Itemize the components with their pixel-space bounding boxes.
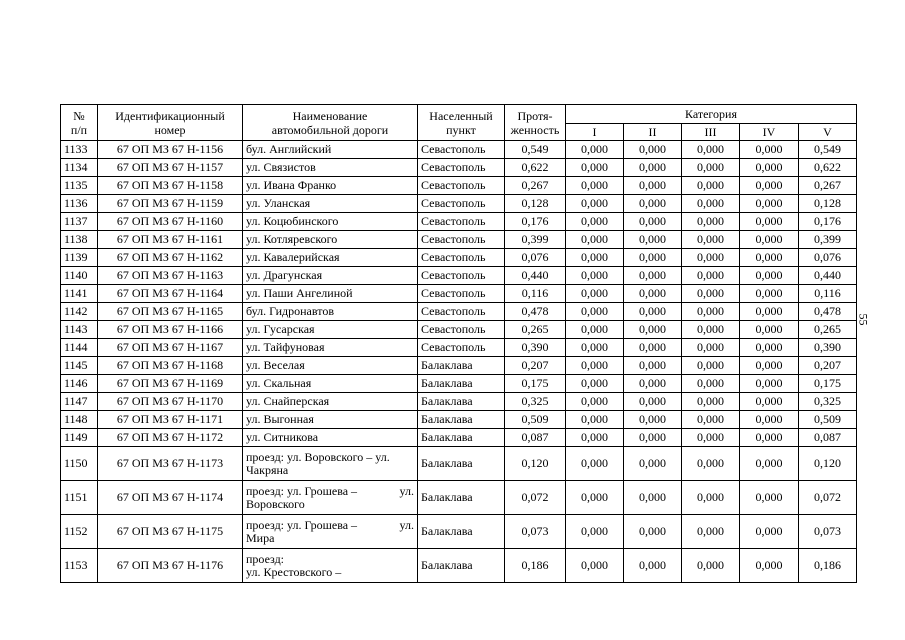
identification-number-cell: 67 ОП МЗ 67 Н-1158 bbox=[98, 177, 243, 195]
length-cell: 0,175 bbox=[505, 375, 566, 393]
row-number-cell: 1146 bbox=[61, 375, 98, 393]
category-3-cell: 0,000 bbox=[682, 231, 740, 249]
category-1-cell: 0,000 bbox=[566, 429, 624, 447]
road-name-line: ул. Ситникова bbox=[246, 430, 319, 444]
settlement-cell: Севастополь bbox=[418, 231, 505, 249]
category-3-cell: 0,000 bbox=[682, 141, 740, 159]
table-row bbox=[61, 285, 857, 303]
settlement-cell: Севастополь bbox=[418, 159, 505, 177]
road-name-line: бул. Гидронавтов bbox=[246, 304, 334, 318]
category-2-cell: 0,000 bbox=[624, 249, 682, 267]
table-row bbox=[61, 447, 857, 481]
category-1-cell: 0,000 bbox=[566, 267, 624, 285]
header-num: № п/п bbox=[61, 105, 98, 141]
category-3-cell: 0,000 bbox=[682, 285, 740, 303]
row-number-cell: 1143 bbox=[61, 321, 98, 339]
road-name-line: бул. Английский bbox=[246, 142, 332, 156]
row-number-cell: 1133 bbox=[61, 141, 98, 159]
category-1-cell: 0,000 bbox=[566, 515, 624, 549]
category-5-cell: 0,128 bbox=[799, 195, 857, 213]
header-length: Протя- женность bbox=[505, 105, 566, 141]
category-2-cell: 0,000 bbox=[624, 303, 682, 321]
category-1-cell: 0,000 bbox=[566, 249, 624, 267]
table-row bbox=[61, 339, 857, 357]
category-1-cell: 0,000 bbox=[566, 339, 624, 357]
category-5-cell: 0,440 bbox=[799, 267, 857, 285]
category-3-cell: 0,000 bbox=[682, 213, 740, 231]
table-row bbox=[61, 177, 857, 195]
table-row bbox=[61, 303, 857, 321]
identification-number-cell: 67 ОП МЗ 67 Н-1163 bbox=[98, 267, 243, 285]
row-number-cell: 1140 bbox=[61, 267, 98, 285]
category-1-cell: 0,000 bbox=[566, 393, 624, 411]
category-5-cell: 0,549 bbox=[799, 141, 857, 159]
road-name-cell bbox=[243, 429, 418, 447]
identification-number-cell: 67 ОП МЗ 67 Н-1164 bbox=[98, 285, 243, 303]
category-1-cell: 0,000 bbox=[566, 447, 624, 481]
row-number-cell: 1144 bbox=[61, 339, 98, 357]
identification-number-cell: 67 ОП МЗ 67 Н-1175 bbox=[98, 515, 243, 549]
category-1-cell: 0,000 bbox=[566, 411, 624, 429]
road-name-cell bbox=[243, 447, 418, 481]
category-2-cell: 0,000 bbox=[624, 411, 682, 429]
road-name-cell bbox=[243, 177, 418, 195]
table-row bbox=[61, 515, 857, 549]
length-cell: 0,267 bbox=[505, 177, 566, 195]
category-5-cell: 0,176 bbox=[799, 213, 857, 231]
category-5-cell: 0,120 bbox=[799, 447, 857, 481]
category-4-cell: 0,000 bbox=[740, 267, 799, 285]
table-row bbox=[61, 195, 857, 213]
category-3-cell: 0,000 bbox=[682, 549, 740, 583]
settlement-cell: Балаклава bbox=[418, 357, 505, 375]
category-4-cell: 0,000 bbox=[740, 249, 799, 267]
category-2-cell: 0,000 bbox=[624, 549, 682, 583]
settlement-cell: Балаклава bbox=[418, 393, 505, 411]
page-number: 55 bbox=[856, 313, 871, 326]
identification-number-cell: 67 ОП МЗ 67 Н-1168 bbox=[98, 357, 243, 375]
category-2-cell: 0,000 bbox=[624, 141, 682, 159]
category-4-cell: 0,000 bbox=[740, 141, 799, 159]
table-row bbox=[61, 267, 857, 285]
category-3-cell: 0,000 bbox=[682, 177, 740, 195]
category-1-cell: 0,000 bbox=[566, 213, 624, 231]
settlement-cell: Севастополь bbox=[418, 177, 505, 195]
category-3-cell: 0,000 bbox=[682, 249, 740, 267]
length-cell: 0,087 bbox=[505, 429, 566, 447]
category-3-cell: 0,000 bbox=[682, 195, 740, 213]
road-name-line: ул. Паши Ангелиной bbox=[246, 286, 353, 300]
length-cell: 0,120 bbox=[505, 447, 566, 481]
settlement-cell: Балаклава bbox=[418, 549, 505, 583]
road-name-line: ул. Связистов bbox=[246, 160, 316, 174]
identification-number-cell: 67 ОП МЗ 67 Н-1161 bbox=[98, 231, 243, 249]
header-category-3: III bbox=[682, 124, 740, 141]
category-2-cell: 0,000 bbox=[624, 267, 682, 285]
category-2-cell: 0,000 bbox=[624, 429, 682, 447]
road-name-line: Мира bbox=[246, 530, 275, 545]
category-1-cell: 0,000 bbox=[566, 141, 624, 159]
category-5-cell: 0,116 bbox=[799, 285, 857, 303]
category-1-cell: 0,000 bbox=[566, 177, 624, 195]
category-2-cell: 0,000 bbox=[624, 231, 682, 249]
identification-number-cell: 67 ОП МЗ 67 Н-1169 bbox=[98, 375, 243, 393]
category-3-cell: 0,000 bbox=[682, 267, 740, 285]
identification-number-cell: 67 ОП МЗ 67 Н-1157 bbox=[98, 159, 243, 177]
category-5-cell: 0,325 bbox=[799, 393, 857, 411]
settlement-cell: Севастополь bbox=[418, 303, 505, 321]
road-name-line: ул. Выгонная bbox=[246, 412, 314, 426]
category-2-cell: 0,000 bbox=[624, 177, 682, 195]
category-1-cell: 0,000 bbox=[566, 195, 624, 213]
row-number-cell: 1134 bbox=[61, 159, 98, 177]
identification-number-cell: 67 ОП МЗ 67 Н-1167 bbox=[98, 339, 243, 357]
road-name-cell bbox=[243, 357, 418, 375]
category-5-cell: 0,399 bbox=[799, 231, 857, 249]
table-row bbox=[61, 159, 857, 177]
category-5-cell: 0,073 bbox=[799, 515, 857, 549]
road-name-cell bbox=[243, 285, 418, 303]
row-number-cell: 1137 bbox=[61, 213, 98, 231]
table-row bbox=[61, 393, 857, 411]
category-4-cell: 0,000 bbox=[740, 213, 799, 231]
settlement-cell: Севастополь bbox=[418, 195, 505, 213]
header-settlement: Населенный пункт bbox=[418, 105, 505, 141]
category-3-cell: 0,000 bbox=[682, 481, 740, 515]
length-cell: 0,207 bbox=[505, 357, 566, 375]
road-name-line: ул. Скальная bbox=[246, 376, 312, 390]
category-5-cell: 0,175 bbox=[799, 375, 857, 393]
header-category: Категория bbox=[566, 105, 857, 124]
header-id: Идентификационный номер bbox=[98, 105, 243, 141]
category-1-cell: 0,000 bbox=[566, 321, 624, 339]
length-cell: 0,186 bbox=[505, 549, 566, 583]
length-cell: 0,390 bbox=[505, 339, 566, 357]
row-number-cell: 1135 bbox=[61, 177, 98, 195]
length-cell: 0,265 bbox=[505, 321, 566, 339]
table-row bbox=[61, 375, 857, 393]
length-cell: 0,509 bbox=[505, 411, 566, 429]
category-3-cell: 0,000 bbox=[682, 321, 740, 339]
settlement-cell: Севастополь bbox=[418, 141, 505, 159]
identification-number-cell: 67 ОП МЗ 67 Н-1165 bbox=[98, 303, 243, 321]
table-header-row bbox=[61, 105, 857, 124]
table-row bbox=[61, 549, 857, 583]
category-1-cell: 0,000 bbox=[566, 231, 624, 249]
table-body bbox=[61, 141, 857, 583]
table-row bbox=[61, 321, 857, 339]
category-4-cell: 0,000 bbox=[740, 429, 799, 447]
category-2-cell: 0,000 bbox=[624, 357, 682, 375]
category-4-cell: 0,000 bbox=[740, 195, 799, 213]
row-number-cell: 1145 bbox=[61, 357, 98, 375]
category-5-cell: 0,390 bbox=[799, 339, 857, 357]
settlement-cell: Севастополь bbox=[418, 249, 505, 267]
road-name-line: проезд: bbox=[246, 551, 285, 566]
settlement-cell: Балаклава bbox=[418, 447, 505, 481]
road-name-line: ул. Крестовского – bbox=[246, 564, 342, 579]
category-4-cell: 0,000 bbox=[740, 357, 799, 375]
category-4-cell: 0,000 bbox=[740, 231, 799, 249]
road-name-line: Чакряна bbox=[246, 462, 289, 477]
category-2-cell: 0,000 bbox=[624, 375, 682, 393]
category-3-cell: 0,000 bbox=[682, 303, 740, 321]
identification-number-cell: 67 ОП МЗ 67 Н-1176 bbox=[98, 549, 243, 583]
category-5-cell: 0,186 bbox=[799, 549, 857, 583]
category-4-cell: 0,000 bbox=[740, 481, 799, 515]
category-5-cell: 0,509 bbox=[799, 411, 857, 429]
category-3-cell: 0,000 bbox=[682, 429, 740, 447]
row-number-cell: 1138 bbox=[61, 231, 98, 249]
road-registry-table bbox=[60, 104, 857, 583]
category-5-cell: 0,072 bbox=[799, 481, 857, 515]
category-3-cell: 0,000 bbox=[682, 375, 740, 393]
category-1-cell: 0,000 bbox=[566, 549, 624, 583]
road-name-line: ул. Кавалерийская bbox=[246, 250, 340, 264]
category-5-cell: 0,478 bbox=[799, 303, 857, 321]
length-cell: 0,073 bbox=[505, 515, 566, 549]
road-name-line: проезд: ул. Грошева – ул. bbox=[246, 517, 414, 532]
settlement-cell: Балаклава bbox=[418, 515, 505, 549]
length-cell: 0,478 bbox=[505, 303, 566, 321]
category-1-cell: 0,000 bbox=[566, 285, 624, 303]
table-row bbox=[61, 141, 857, 159]
road-name-cell bbox=[243, 249, 418, 267]
category-2-cell: 0,000 bbox=[624, 159, 682, 177]
settlement-cell: Балаклава bbox=[418, 375, 505, 393]
category-1-cell: 0,000 bbox=[566, 375, 624, 393]
category-2-cell: 0,000 bbox=[624, 213, 682, 231]
category-2-cell: 0,000 bbox=[624, 321, 682, 339]
settlement-cell: Севастополь bbox=[418, 321, 505, 339]
category-3-cell: 0,000 bbox=[682, 411, 740, 429]
identification-number-cell: 67 ОП МЗ 67 Н-1171 bbox=[98, 411, 243, 429]
category-4-cell: 0,000 bbox=[740, 375, 799, 393]
category-4-cell: 0,000 bbox=[740, 177, 799, 195]
category-3-cell: 0,000 bbox=[682, 159, 740, 177]
category-1-cell: 0,000 bbox=[566, 303, 624, 321]
category-4-cell: 0,000 bbox=[740, 159, 799, 177]
category-5-cell: 0,267 bbox=[799, 177, 857, 195]
road-name-line: ул. Драгунская bbox=[246, 268, 323, 282]
identification-number-cell: 67 ОП МЗ 67 Н-1170 bbox=[98, 393, 243, 411]
category-4-cell: 0,000 bbox=[740, 285, 799, 303]
category-4-cell: 0,000 bbox=[740, 339, 799, 357]
settlement-cell: Севастополь bbox=[418, 267, 505, 285]
road-name-cell bbox=[243, 375, 418, 393]
category-1-cell: 0,000 bbox=[566, 159, 624, 177]
identification-number-cell: 67 ОП МЗ 67 Н-1156 bbox=[98, 141, 243, 159]
row-number-cell: 1153 bbox=[61, 549, 98, 583]
category-5-cell: 0,622 bbox=[799, 159, 857, 177]
category-3-cell: 0,000 bbox=[682, 447, 740, 481]
road-name-cell bbox=[243, 195, 418, 213]
header-category-1: I bbox=[566, 124, 624, 141]
category-2-cell: 0,000 bbox=[624, 285, 682, 303]
table-row bbox=[61, 481, 857, 515]
identification-number-cell: 67 ОП МЗ 67 Н-1159 bbox=[98, 195, 243, 213]
road-name-line: проезд: ул. Воровского – ул. bbox=[246, 449, 390, 464]
road-name-line: Воровского bbox=[246, 496, 305, 511]
row-number-cell: 1147 bbox=[61, 393, 98, 411]
identification-number-cell: 67 ОП МЗ 67 Н-1174 bbox=[98, 481, 243, 515]
category-2-cell: 0,000 bbox=[624, 447, 682, 481]
road-name-cell bbox=[243, 549, 418, 583]
table-row bbox=[61, 411, 857, 429]
identification-number-cell: 67 ОП МЗ 67 Н-1162 bbox=[98, 249, 243, 267]
category-5-cell: 0,076 bbox=[799, 249, 857, 267]
settlement-cell: Севастополь bbox=[418, 285, 505, 303]
table-row bbox=[61, 429, 857, 447]
road-name-cell bbox=[243, 141, 418, 159]
category-2-cell: 0,000 bbox=[624, 481, 682, 515]
road-name-cell bbox=[243, 267, 418, 285]
road-name-line: ул. Гусарская bbox=[246, 322, 315, 336]
road-name-cell bbox=[243, 303, 418, 321]
road-name-line: ул. Ивана Франко bbox=[246, 178, 337, 192]
row-number-cell: 1136 bbox=[61, 195, 98, 213]
road-name-cell bbox=[243, 321, 418, 339]
category-5-cell: 0,087 bbox=[799, 429, 857, 447]
road-name-line: ул. Тайфуновая bbox=[246, 340, 325, 354]
length-cell: 0,076 bbox=[505, 249, 566, 267]
settlement-cell: Балаклава bbox=[418, 411, 505, 429]
road-name-line: ул. Снайперская bbox=[246, 394, 330, 408]
road-name-cell bbox=[243, 231, 418, 249]
category-3-cell: 0,000 bbox=[682, 357, 740, 375]
road-name-cell bbox=[243, 213, 418, 231]
row-number-cell: 1148 bbox=[61, 411, 98, 429]
road-name-line: ул. Котляревского bbox=[246, 232, 338, 246]
category-4-cell: 0,000 bbox=[740, 549, 799, 583]
category-2-cell: 0,000 bbox=[624, 195, 682, 213]
category-4-cell: 0,000 bbox=[740, 321, 799, 339]
road-name-line: ул. Уланская bbox=[246, 196, 311, 210]
category-2-cell: 0,000 bbox=[624, 339, 682, 357]
category-4-cell: 0,000 bbox=[740, 515, 799, 549]
length-cell: 0,128 bbox=[505, 195, 566, 213]
category-4-cell: 0,000 bbox=[740, 411, 799, 429]
table-row bbox=[61, 357, 857, 375]
row-number-cell: 1141 bbox=[61, 285, 98, 303]
header-category-5: V bbox=[799, 124, 857, 141]
length-cell: 0,325 bbox=[505, 393, 566, 411]
category-3-cell: 0,000 bbox=[682, 339, 740, 357]
row-number-cell: 1142 bbox=[61, 303, 98, 321]
road-name-cell bbox=[243, 411, 418, 429]
settlement-cell: Балаклава bbox=[418, 429, 505, 447]
identification-number-cell: 67 ОП МЗ 67 Н-1172 bbox=[98, 429, 243, 447]
table-row bbox=[61, 231, 857, 249]
length-cell: 0,116 bbox=[505, 285, 566, 303]
category-4-cell: 0,000 bbox=[740, 393, 799, 411]
table-row bbox=[61, 249, 857, 267]
length-cell: 0,399 bbox=[505, 231, 566, 249]
length-cell: 0,440 bbox=[505, 267, 566, 285]
row-number-cell: 1139 bbox=[61, 249, 98, 267]
category-3-cell: 0,000 bbox=[682, 393, 740, 411]
road-name-cell bbox=[243, 339, 418, 357]
category-2-cell: 0,000 bbox=[624, 393, 682, 411]
settlement-cell: Севастополь bbox=[418, 339, 505, 357]
header-road-name: Наименование автомобильной дороги bbox=[243, 105, 418, 141]
road-name-cell bbox=[243, 481, 418, 515]
category-4-cell: 0,000 bbox=[740, 303, 799, 321]
road-name-line: ул. Коцюбинского bbox=[246, 214, 339, 228]
category-5-cell: 0,207 bbox=[799, 357, 857, 375]
category-4-cell: 0,000 bbox=[740, 447, 799, 481]
identification-number-cell: 67 ОП МЗ 67 Н-1166 bbox=[98, 321, 243, 339]
category-5-cell: 0,265 bbox=[799, 321, 857, 339]
category-1-cell: 0,000 bbox=[566, 481, 624, 515]
road-name-line: ул. Веселая bbox=[246, 358, 305, 372]
settlement-cell: Балаклава bbox=[418, 481, 505, 515]
settlement-cell: Севастополь bbox=[418, 213, 505, 231]
row-number-cell: 1150 bbox=[61, 447, 98, 481]
row-number-cell: 1151 bbox=[61, 481, 98, 515]
length-cell: 0,072 bbox=[505, 481, 566, 515]
header-category-4: IV bbox=[740, 124, 799, 141]
road-name-cell bbox=[243, 515, 418, 549]
length-cell: 0,549 bbox=[505, 141, 566, 159]
road-name-cell bbox=[243, 393, 418, 411]
row-number-cell: 1152 bbox=[61, 515, 98, 549]
road-name-cell bbox=[243, 159, 418, 177]
identification-number-cell: 67 ОП МЗ 67 Н-1173 bbox=[98, 447, 243, 481]
length-cell: 0,622 bbox=[505, 159, 566, 177]
row-number-cell: 1149 bbox=[61, 429, 98, 447]
identification-number-cell: 67 ОП МЗ 67 Н-1160 bbox=[98, 213, 243, 231]
category-2-cell: 0,000 bbox=[624, 515, 682, 549]
category-3-cell: 0,000 bbox=[682, 515, 740, 549]
header-category-2: II bbox=[624, 124, 682, 141]
road-name-line: проезд: ул. Грошева – ул. bbox=[246, 483, 414, 498]
category-1-cell: 0,000 bbox=[566, 357, 624, 375]
length-cell: 0,176 bbox=[505, 213, 566, 231]
table-row bbox=[61, 213, 857, 231]
